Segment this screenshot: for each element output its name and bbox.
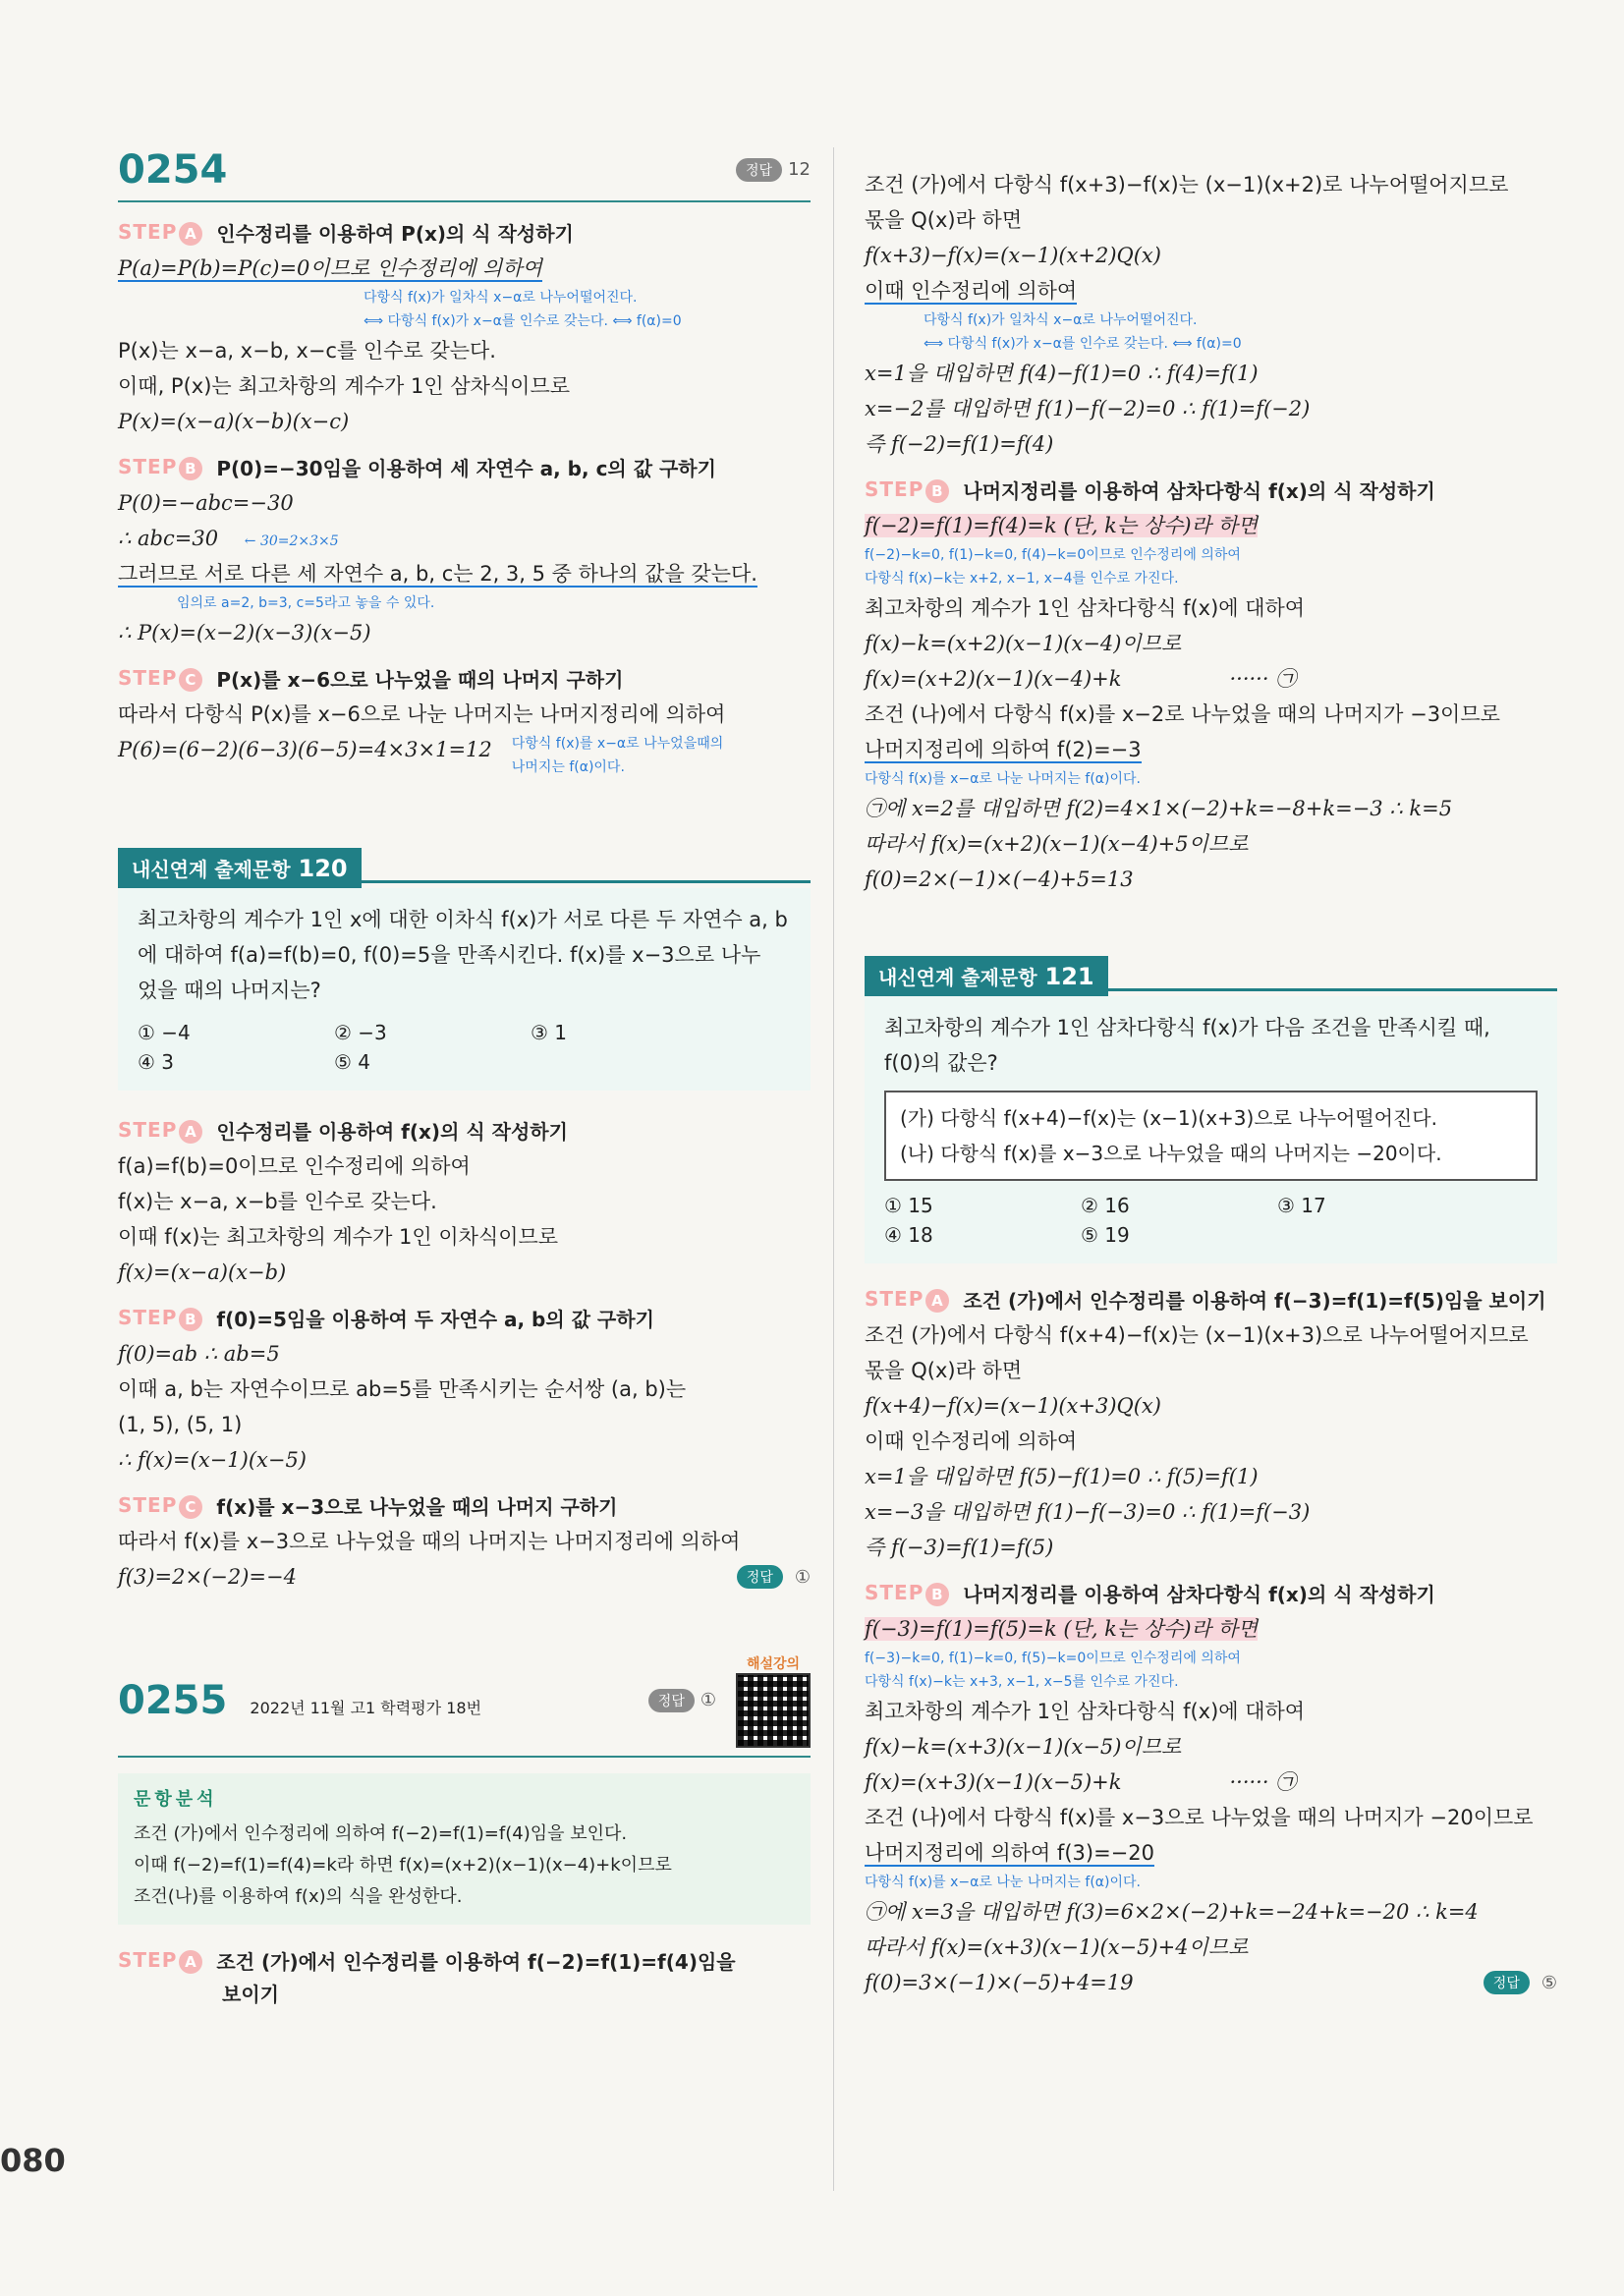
answer-indicator [736, 158, 811, 182]
solution-line: x=1을 대입하면 f(5)−f(1)=0 ∴ f(5)=f(1) [865, 1465, 1259, 1488]
solution-line: x=−3을 대입하면 f(1)−f(−3)=0 ∴ f(1)=f(−3) [865, 1500, 1311, 1524]
analysis-title: 문항분석 [134, 1789, 218, 1810]
step-b-heading [118, 453, 811, 481]
choice: ② 16 [1081, 1194, 1130, 1217]
solution-line: 이때 인수정리에 의하여 [865, 279, 1078, 303]
step-tag: STEP B [865, 1581, 949, 1606]
step-tag: STEP C [118, 1493, 202, 1519]
linked-question-121: 최고차항의 계수가 1인 삼차다항식 f(x)가 다음 조건을 만족시킬 때, f(0)의 값은? (가) 다항식 f(x+4)−f(x)는 (x−1)(x+3)으로 나누어떨어진다. (나) 다항식 f(x)를 x−3으로 나누었을 때의 나머지는 −20이다. ① 15 ② 16 ③ 17 ④ 18 ⑤ 19 [865, 996, 1557, 1263]
column-divider [833, 147, 834, 2191]
step-a-heading [118, 1116, 811, 1145]
solution-line: 나머지정리에 의하여 f(3)=−20 [865, 1841, 1154, 1865]
solution-line: 그러므로 서로 다른 세 자연수 a, b, c는 2, 3, 5 중 하나의 값을 갖는다. [118, 562, 757, 586]
solution-line: P(x)는 x−a, x−b, x−c를 인수로 갖는다. [118, 339, 496, 363]
solution-line: 이때 인수정리에 의하여 [865, 1429, 1078, 1453]
step-title: 조건 (가)에서 인수정리를 이용하여 f(−2)=f(1)=f(4)임을 [216, 1950, 736, 1974]
step-title: 인수정리를 이용하여 P(x)의 식 작성하기 [216, 222, 574, 246]
problem-analysis [118, 1773, 811, 1925]
step-tag: STEP B [118, 455, 202, 480]
answer-and-qr [648, 1653, 811, 1748]
step-title-continued: 보이기 [222, 1983, 279, 2006]
solution-line: f(x)=(x−a)(x−b) [118, 1260, 287, 1284]
final-row [118, 1559, 811, 1595]
solution-line: 몫을 Q(x)라 하면 [865, 208, 1023, 232]
problem-number-group [118, 1678, 481, 1723]
solution-line: 따라서 f(x)=(x+2)(x−1)(x−4)+5이므로 [865, 832, 1249, 856]
solution-line: 따라서 다항식 P(x)를 x−6으로 나눈 나머지는 나머지정리에 의하여 [118, 702, 726, 726]
step-a-heading [865, 1285, 1557, 1314]
side-note: 다항식 f(x)를 x−α로 나눈 나머지는 f(α)이다. [865, 1875, 1141, 1890]
step-tag: STEP A [865, 1287, 949, 1313]
side-note: 임의로 a=2, b=3, c=5라고 놓을 수 있다. [177, 595, 435, 611]
analysis-line: 이때 f(−2)=f(1)=f(4)=k라 하면 f(x)=(x+2)(x−1)(x−4)+k이므로 [134, 1855, 672, 1876]
linked-question-label: 내신연계 출제문항 121 [865, 956, 1108, 996]
step-title: f(0)=5임을 이용하여 두 자연수 a, b의 값 구하기 [216, 1308, 654, 1331]
answer-badge: 정답 [648, 1689, 695, 1712]
solution-line: f(3)=2×(−2)=−4 [118, 1565, 297, 1589]
solution-line: 즉 f(−3)=f(1)=f(5) [865, 1536, 1054, 1559]
answer-indicator [737, 1565, 811, 1589]
problem-header-0254 [118, 147, 811, 202]
linked-question-header-120 [118, 848, 811, 888]
solution-line: f(x)−k=(x+3)(x−1)(x−5)이므로 [865, 1735, 1182, 1759]
solution-row [118, 732, 811, 779]
step-tag: STEP A [118, 1948, 202, 1974]
step-tag: STEP B [865, 477, 949, 503]
answer-choices [138, 1018, 791, 1077]
step-tag: STEP C [118, 666, 202, 692]
side-note: f(−3)−k=0, f(1)−k=0, f(5)−k=0이므로 인수정리에 의하여 [865, 1651, 1241, 1666]
solution-line: 즉 f(−2)=f(1)=f(4) [865, 432, 1054, 456]
side-note: f(−2)−k=0, f(1)−k=0, f(4)−k=0이므로 인수정리에 의하여 [865, 547, 1241, 563]
step-tag: STEP A [118, 220, 202, 246]
answer-badge: 정답 [736, 158, 782, 182]
side-note: 다항식 f(x)가 일차식 x−α로 나누어떨어진다. [924, 312, 1198, 328]
solution-line: 이때, P(x)는 최고차항의 계수가 1인 삼차식이므로 [118, 374, 571, 398]
solution-line: f(0)=ab ∴ ab=5 [118, 1342, 280, 1366]
step-title: 나머지정리를 이용하여 삼차다항식 f(x)의 식 작성하기 [963, 1583, 1435, 1606]
step-b-heading [865, 476, 1557, 504]
problem-number: 0254 [118, 147, 228, 193]
solution-line: 조건 (가)에서 다항식 f(x+3)−f(x)는 (x−1)(x+2)로 나누어떨어지므로 [865, 173, 1509, 196]
solution-line: f(0)=2×(−1)×(−4)+5=13 [865, 868, 1134, 891]
solution-line: 따라서 f(x)를 x−3으로 나누었을 때의 나머지는 나머지정리에 의하여 [118, 1530, 741, 1553]
solution-line: x=−2를 대입하면 f(1)−f(−2)=0 ∴ f(1)=f(−2) [865, 397, 1311, 420]
condition-box [884, 1091, 1538, 1181]
solution-line: 최고차항의 계수가 1인 삼차다항식 f(x)에 대하여 [865, 1700, 1306, 1723]
solution-line: ∴ abc=30 ← 30=2×3×5 [118, 527, 339, 550]
side-note-block: 다항식 f(x)를 x−α로 나누었을때의 나머지는 f(α)이다. [511, 736, 724, 775]
solution-line: P(x)=(x−a)(x−b)(x−c) [118, 410, 350, 433]
choice: ③ 1 [531, 1021, 568, 1044]
solution-line: P(0)=−abc=−30 [118, 491, 294, 515]
side-note: ⟺ 다항식 f(x)가 x−α를 인수로 갖는다. ⟺ f(α)=0 [364, 313, 682, 329]
choice: ⑤ 4 [334, 1050, 371, 1074]
side-note: 다항식 f(x)를 x−α로 나눈 나머지는 f(α)이다. [865, 771, 1141, 787]
step-tag: STEP B [118, 1306, 202, 1331]
analysis-line: 조건 (가)에서 인수정리에 의하여 f(−2)=f(1)=f(4)임을 보인다. [134, 1823, 628, 1844]
step-b-heading [865, 1579, 1557, 1607]
choice: ④ 3 [138, 1050, 175, 1074]
answer-value: ① [794, 1566, 811, 1588]
side-note: 다항식 f(x)−k는 x+2, x−1, x−4를 인수로 가진다. [865, 571, 1179, 587]
final-row [865, 1965, 1557, 2000]
analysis-line: 조건(나)를 이용하여 f(x)의 식을 완성한다. [134, 1886, 463, 1907]
solution-line: f(a)=f(b)=0이므로 인수정리에 의하여 [118, 1154, 471, 1178]
choice: ⑤ 19 [1081, 1223, 1130, 1247]
solution-line: f(x+3)−f(x)=(x−1)(x+2)Q(x) [865, 244, 1161, 267]
condition: (나) 다항식 f(x)를 x−3으로 나누었을 때의 나머지는 −20이다. [900, 1142, 1442, 1165]
step-tag: STEP A [118, 1118, 202, 1144]
answer-indicator [1484, 1971, 1557, 1994]
qr-code-icon [736, 1673, 811, 1748]
step-c-heading [118, 1491, 811, 1520]
solution-line: 조건 (나)에서 다항식 f(x)를 x−3으로 나누었을 때의 나머지가 −20이므로 [865, 1806, 1534, 1829]
answer-value: ⑤ [1540, 1972, 1557, 1993]
solution-line: ㉠에 x=2를 대입하면 f(2)=4×1×(−2)+k=−8+k=−3 ∴ k=5 [865, 797, 1453, 820]
step-title: 인수정리를 이용하여 f(x)의 식 작성하기 [216, 1120, 568, 1144]
answer-badge: 정답 [1484, 1971, 1530, 1994]
solution-line: f(x)=(x+3)(x−1)(x−5)+k ······ ㉠ [865, 1770, 1297, 1794]
problem-source: 2022년 11월 고1 학력평가 18번 [250, 1699, 482, 1717]
side-note: ⟺ 다항식 f(x)가 x−α를 인수로 갖는다. ⟺ f(α)=0 [924, 336, 1242, 352]
step-title: 조건 (가)에서 인수정리를 이용하여 f(−3)=f(1)=f(5)임을 보이기 [963, 1289, 1546, 1313]
step-a-heading [118, 1946, 811, 1975]
step-b-heading [118, 1304, 811, 1332]
choice: ③ 17 [1277, 1194, 1326, 1217]
linked-question-120: 최고차항의 계수가 1인 x에 대한 이차식 f(x)가 서로 다른 두 자연수 a, b 에 대하여 f(a)=f(b)=0, f(0)=5을 만족시킨다. f(x)를 x−3으로 나누 었을 때의 나머지는? ① −4 ② −3 ③ 1 ④ 3 ⑤ 4 [118, 888, 811, 1091]
step-title: P(0)=−30임을 이용하여 세 자연수 a, b, c의 값 구하기 [216, 457, 716, 480]
answer-value: 12 [788, 158, 811, 180]
solution-line: 조건 (나)에서 다항식 f(x)를 x−2로 나누었을 때의 나머지가 −3이므로 [865, 702, 1500, 726]
solution-line: P(6)=(6−2)(6−3)(6−5)=4×3×1=12 [118, 738, 492, 761]
qr-label: 해설강의 [746, 1656, 801, 1672]
solution-line: f(−3)=f(1)=f(5)=k (단, k는 상수)라 하면 [865, 1617, 1259, 1641]
linked-question-header-121 [865, 956, 1557, 996]
side-note: 다항식 f(x)−k는 x+3, x−1, x−5를 인수로 가진다. [865, 1674, 1179, 1690]
solution-line: 몫을 Q(x)라 하면 [865, 1359, 1023, 1382]
solution-line: f(0)=3×(−1)×(−5)+4=19 [865, 1971, 1134, 1994]
answer-badge: 정답 [737, 1565, 783, 1589]
solution-line: ㉠에 x=3을 대입하면 f(3)=6×2×(−2)+k=−24+k=−20 ∴ k=4 [865, 1900, 1479, 1924]
solution-line: f(x)는 x−a, x−b를 인수로 갖는다. [118, 1190, 437, 1213]
answer-choices [884, 1191, 1538, 1250]
solution-line: 이때 a, b는 자연수이므로 ab=5를 만족시키는 순서쌍 (a, b)는 [118, 1377, 687, 1401]
solution-line: (1, 5), (5, 1) [118, 1413, 243, 1436]
solution-line: ∴ f(x)=(x−1)(x−5) [118, 1448, 308, 1472]
solution-line: f(x)−k=(x+2)(x−1)(x−4)이므로 [865, 632, 1182, 655]
step-title: P(x)를 x−6으로 나누었을 때의 나머지 구하기 [216, 668, 624, 692]
linked-question-label: 내신연계 출제문항 120 [118, 848, 362, 888]
solution-line: ∴ P(x)=(x−2)(x−3)(x−5) [118, 621, 371, 644]
solution-line: 최고차항의 계수가 1인 삼차다항식 f(x)에 대하여 [865, 596, 1306, 620]
step-c-heading [118, 664, 811, 693]
step-title: 나머지정리를 이용하여 삼차다항식 f(x)의 식 작성하기 [963, 479, 1435, 503]
solution-line: x=1을 대입하면 f(4)−f(1)=0 ∴ f(4)=f(1) [865, 362, 1259, 385]
left-column [118, 147, 811, 2007]
problem-number: 0255 [118, 1678, 228, 1723]
page-number: 080 [0, 2142, 66, 2179]
step-a-heading [118, 218, 811, 247]
step-title: f(x)를 x−3으로 나누었을 때의 나머지 구하기 [216, 1495, 618, 1519]
choice: ① 15 [884, 1194, 933, 1217]
choice: ② −3 [334, 1021, 387, 1044]
answer-value: ① [700, 1689, 716, 1710]
choice: ④ 18 [884, 1223, 933, 1247]
solution-line: 나머지정리에 의하여 f(2)=−3 [865, 738, 1142, 761]
choice: ① −4 [138, 1021, 191, 1044]
qr-code[interactable] [736, 1653, 811, 1748]
solution-line: P(a)=P(b)=P(c)=0이므로 인수정리에 의하여 [118, 256, 542, 280]
side-note: 다항식 f(x)가 일차식 x−α로 나누어떨어진다. [364, 290, 638, 306]
condition: (가) 다항식 f(x+4)−f(x)는 (x−1)(x+3)으로 나누어떨어진다. [900, 1106, 1437, 1130]
right-column [865, 167, 1557, 2000]
solution-line: 이때 f(x)는 최고차항의 계수가 1인 이차식이므로 [118, 1225, 559, 1249]
solution-line: f(−2)=f(1)=f(4)=k (단, k는 상수)라 하면 [865, 514, 1259, 537]
problem-header-0255 [118, 1653, 811, 1758]
solution-line: f(x+4)−f(x)=(x−1)(x+3)Q(x) [865, 1394, 1161, 1418]
solution-line: 따라서 f(x)=(x+3)(x−1)(x−5)+4이므로 [865, 1935, 1249, 1959]
solution-line: f(x)=(x+2)(x−1)(x−4)+k ······ ㉠ [865, 667, 1297, 691]
solution-line: 조건 (가)에서 다항식 f(x+4)−f(x)는 (x−1)(x+3)으로 나누어떨어지므로 [865, 1323, 1529, 1347]
